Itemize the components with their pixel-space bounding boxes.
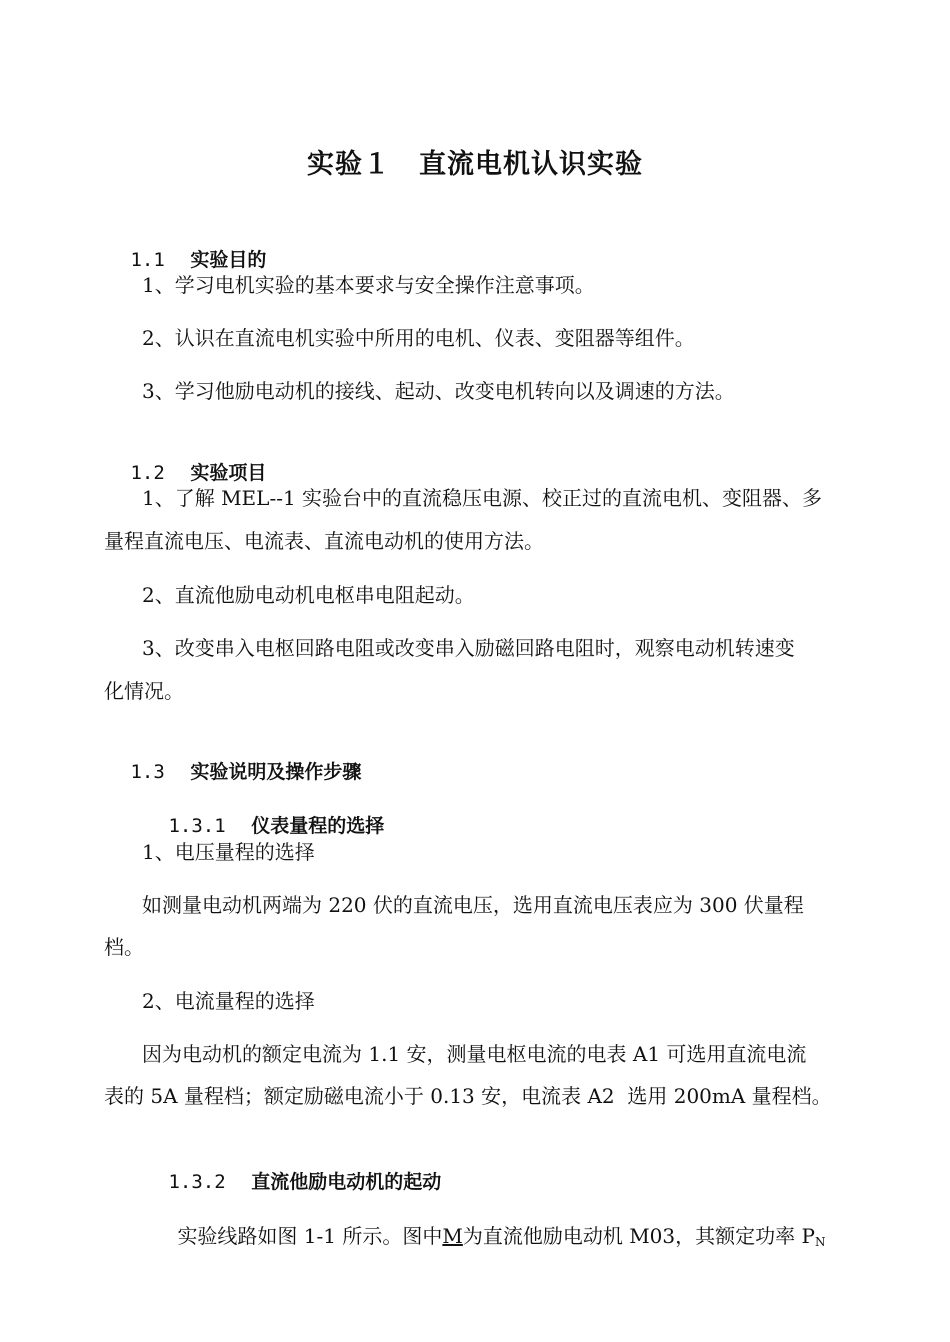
- paragraph-item-1-line-1: 1、了解 MEL--1 实验台中的直流稳压电源、校正过的直流电机、变阻器、多: [142, 486, 823, 510]
- subscript-n: N: [814, 1235, 826, 1249]
- section-title: 实验项目: [190, 462, 267, 484]
- circuit-text-start: 实验线路如图 1-1 所示。图中: [177, 1224, 443, 1248]
- section-title: 实验目的: [190, 249, 267, 271]
- paragraph-circuit-description: [152, 1194, 825, 1284]
- paragraph-item-1-line-2: 量程直流电压、电流表、直流电动机的使用方法。: [104, 529, 544, 553]
- section-title: 实验说明及操作步骤: [190, 761, 362, 783]
- motor-symbol-m: M: [442, 1224, 463, 1248]
- paragraph-current-range-line-2: 表的 5A 量程档；额定励磁电流小于 0.13 安，电流表 A2 选用 200mA 量程档。: [104, 1084, 832, 1108]
- section-number: 1.3: [130, 761, 165, 783]
- paragraph-objective-1: 1、学习电机实验的基本要求与安全操作注意事项。: [142, 273, 595, 297]
- section-number: 1.1: [130, 249, 165, 271]
- paragraph-item-3-line-2: 化情况。: [104, 679, 184, 703]
- paragraph-objective-3: 3、学习他励电动机的接线、起动、改变电机转向以及调速的方法。: [142, 379, 735, 403]
- paragraph-objective-2: 2、认识在直流电机实验中所用的电机、仪表、变阻器等组件。: [142, 326, 695, 350]
- paragraph-item-3-line-1: 3、改变串入电枢回路电阻或改变串入励磁回路电阻时，观察电动机转速变: [142, 636, 795, 660]
- page-title: 实验１ 直流电机认识实验: [307, 149, 643, 180]
- circuit-text-mid: 为直流他励电动机 M03，其额定功率 P: [462, 1224, 815, 1248]
- paragraph-item-2: 2、直流他励电动机电枢串电阻起动。: [142, 583, 475, 607]
- paragraph-voltage-range-line-2: 档。: [104, 935, 144, 959]
- paragraph-voltage-range-line-1: 如测量电动机两端为 220 伏的直流电压，选用直流电压表应为 300 伏量程: [142, 893, 804, 917]
- subsection-title: 仪表量程的选择: [251, 815, 385, 837]
- subsection-number: 1.3.2: [168, 1171, 226, 1193]
- paragraph-voltage-range-heading: 1、电压量程的选择: [142, 840, 315, 864]
- subsection-number: 1.3.1: [168, 815, 226, 837]
- paragraph-current-range-heading: 2、电流量程的选择: [142, 989, 315, 1013]
- subsection-title: 直流他励电动机的起动: [251, 1171, 442, 1193]
- paragraph-current-range-line-1: 因为电动机的额定电流为 1.1 安，测量电枢电流的电表 A1 可选用直流电流: [142, 1042, 807, 1066]
- section-number: 1.2: [130, 462, 165, 484]
